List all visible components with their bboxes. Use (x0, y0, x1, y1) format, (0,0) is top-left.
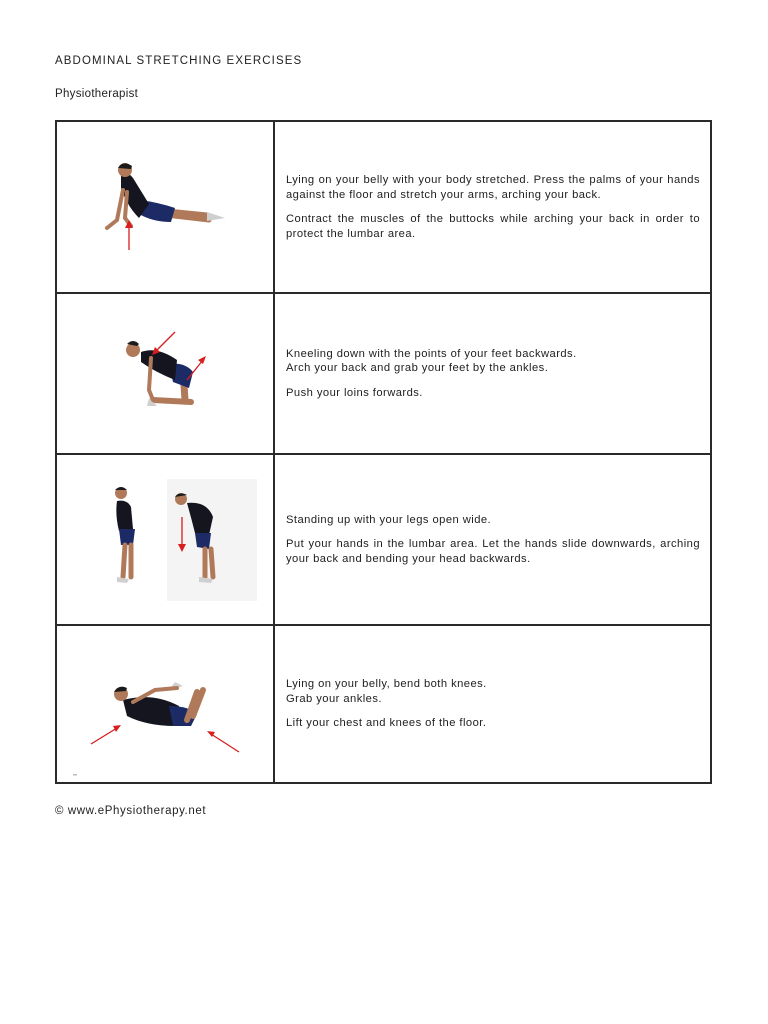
exercise-description (275, 122, 710, 292)
exercise-description (275, 626, 710, 782)
exercise-image-cell (57, 122, 275, 292)
exercise-paragraph: Put your hands in the lumbar area. Let the hands slide downwards, arching your back and bending your head backwards. (286, 538, 700, 565)
document-subtitle: Physiotherapist (55, 88, 139, 100)
cobra-stretch-figure (57, 122, 273, 292)
exercise-paragraph: Lift your chest and knees of the floor. (286, 717, 487, 730)
exercise-image-cell (57, 455, 275, 624)
exercise-row (57, 292, 710, 453)
copyright-footer: © www.ePhysiotherapy.net (55, 805, 207, 817)
exercise-paragraph: Lying on your belly, bend both knees. Grab your ankles. (286, 678, 487, 705)
exercise-paragraph: Push your loins forwards. (286, 386, 423, 399)
exercise-description (275, 294, 710, 453)
exercise-paragraph: Lying on your belly with your body stretched. Press the palms of your hands against the floor and stretch your arms, arching your back. (286, 174, 700, 201)
exercise-paragraph: Contract the muscles of the buttocks while arching your back in order to protect the lumbar area. (286, 213, 700, 240)
exercise-row (57, 453, 710, 624)
exercise-table (55, 120, 712, 784)
exercise-paragraph: Kneeling down with the points of your feet backwards. Arch your back and grab your feet by the ankles. (286, 347, 577, 375)
document-title: ABDOMINAL STRETCHING EXERCISES (55, 55, 303, 67)
exercise-image-cell (57, 294, 275, 453)
bow-stretch-figure (57, 626, 273, 782)
exercise-paragraph: Standing up with your legs open wide. (286, 513, 492, 526)
exercise-description (275, 455, 710, 624)
exercise-row (57, 624, 710, 782)
exercise-row (57, 122, 710, 292)
kneeling-camel-stretch-figure (57, 294, 273, 453)
standing-back-bend-figure (57, 455, 273, 624)
exercise-image-cell (57, 626, 275, 782)
